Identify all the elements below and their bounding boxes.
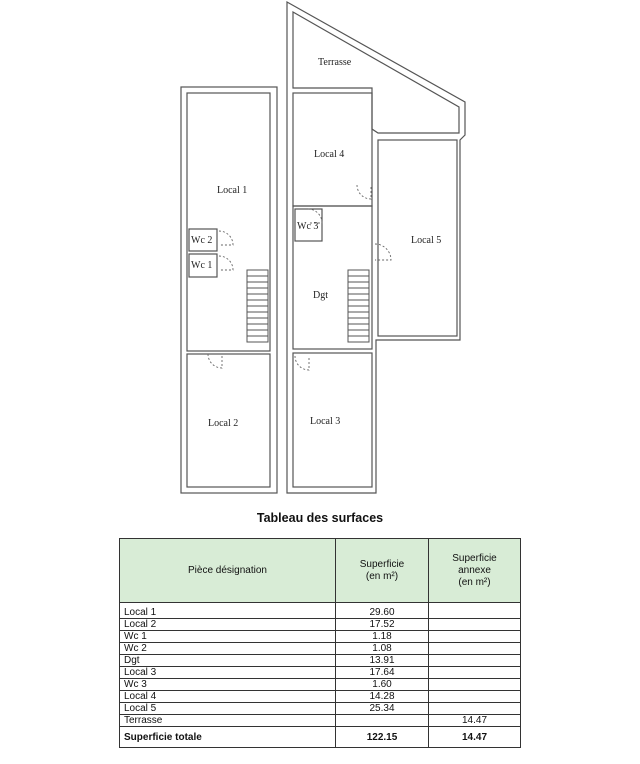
table-row [120, 619, 521, 631]
cell-annexe [429, 667, 521, 679]
cell-superficie: 14.28 [336, 691, 429, 703]
cell-annexe [429, 703, 521, 715]
local3-label: Local 3 [310, 416, 341, 427]
header-superficie: Superficie (en m²) [336, 539, 429, 603]
table-row [120, 691, 521, 703]
total-annexe: 14.47 [429, 727, 521, 748]
cell-piece: Local 2 [120, 619, 336, 631]
cell-superficie: 13.91 [336, 655, 429, 667]
cell-piece: Wc 2 [120, 643, 336, 655]
cell-piece: Wc 1 [120, 631, 336, 643]
cell-superficie: 17.64 [336, 667, 429, 679]
cell-piece: Local 3 [120, 667, 336, 679]
wc3-label: Wc 3 [297, 221, 319, 232]
table-row [120, 655, 521, 667]
cell-superficie: 1.60 [336, 679, 429, 691]
cell-annexe [429, 691, 521, 703]
surfaces-table [119, 538, 521, 748]
table-row [120, 667, 521, 679]
wc2-label: Wc 2 [191, 235, 213, 246]
table-title: Tableau des surfaces [256, 511, 384, 525]
cell-piece: Wc 3 [120, 679, 336, 691]
cell-superficie: 25.34 [336, 703, 429, 715]
cell-superficie: 29.60 [336, 607, 429, 619]
cell-piece: Local 5 [120, 703, 336, 715]
cell-annexe [429, 655, 521, 667]
cell-annexe: 14.47 [429, 715, 521, 727]
total-label: Superficie totale [120, 727, 336, 748]
cell-annexe [429, 679, 521, 691]
cell-piece: Dgt [120, 655, 336, 667]
table-row [120, 703, 521, 715]
stairs-right [348, 270, 369, 342]
table-row [120, 607, 521, 619]
table-row [120, 631, 521, 643]
total-superficie: 122.15 [336, 727, 429, 748]
cell-annexe [429, 619, 521, 631]
cell-superficie: 1.18 [336, 631, 429, 643]
local4-label: Local 4 [314, 149, 345, 160]
cell-piece: Local 1 [120, 607, 336, 619]
cell-superficie: 17.52 [336, 619, 429, 631]
left-building-outline [181, 87, 277, 493]
cell-piece: Terrasse [120, 715, 336, 727]
cell-piece: Local 4 [120, 691, 336, 703]
wc1-label: Wc 1 [191, 260, 213, 271]
local5-label: Local 5 [411, 235, 442, 246]
cell-annexe [429, 631, 521, 643]
local1-label: Local 1 [217, 185, 248, 196]
cell-superficie [336, 715, 429, 727]
table-row [120, 679, 521, 691]
header-designation: Pièce désignation [120, 539, 336, 603]
terrasse-area [293, 12, 459, 133]
header-annexe: Superficie annexe (en m²) [429, 539, 521, 603]
cell-annexe [429, 607, 521, 619]
cell-superficie: 1.08 [336, 643, 429, 655]
terrasse-label: Terrasse [318, 57, 352, 68]
stairs-left [247, 270, 268, 342]
table-row [120, 643, 521, 655]
total-row [120, 727, 521, 748]
local2-label: Local 2 [208, 418, 239, 429]
table-row [120, 715, 521, 727]
dgt-label: Dgt [313, 290, 328, 301]
cell-annexe [429, 643, 521, 655]
